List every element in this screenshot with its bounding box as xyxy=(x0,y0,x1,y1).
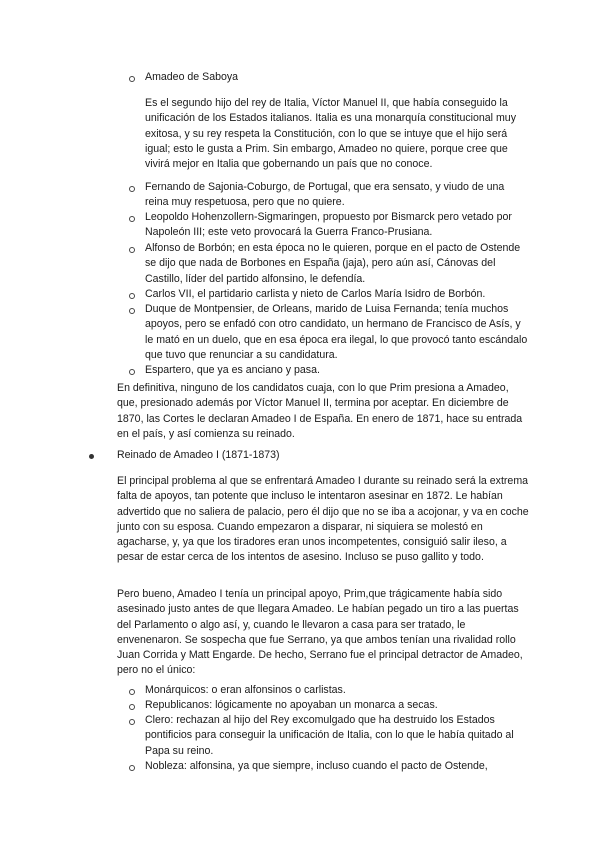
circle-bullet-icon xyxy=(129,765,135,771)
circle-bullet-icon xyxy=(129,704,135,710)
circle-bullet-icon xyxy=(129,369,135,375)
circle-bullet-icon xyxy=(129,689,135,695)
circle-bullet-icon xyxy=(129,719,135,725)
list-item: Duque de Montpensier, de Orleans, marido de Luisa Fernanda; tenía muchos apoyos, pero se enfadó con otro candidato, un hermano de Francisco de Asís, y le mató en un duelo, que en esa época era ilegal, lo que provocó tanto escándalo que tuvo que renunciar a su candidatura. xyxy=(145,303,528,361)
circle-bullet-icon xyxy=(129,216,135,222)
list-item-amadeo-title xyxy=(145,70,525,85)
reinado-paragraph-2: Pero bueno, Amadeo I tenía un principal apoyo, Prim,que trágicamente había sido asesinado justo antes de que llegara Amadeo. Le habían pegado un tiro a las puertas del Parlamento o algo así, y, cuando le llevaron a casa para ser tratado, le envenenaron. Se sospecha que fue Serrano, ya que ambos tenían una rivalidad rollo Juan Corrida y Matt Engarde. De hecho, Serrano fue el principal detractor de Amadeo, pero no el único: xyxy=(117,588,523,677)
section-heading-reinado: Reinado de Amadeo I (1871-1873) xyxy=(117,449,280,461)
list-item: Fernando de Sajonia-Coburgo, de Portugal, que era sensato, y viudo de una reina muy respetuosa, pero que no quiere. xyxy=(145,181,505,209)
amadeo-paragraph: Es el segundo hijo del rey de Italia, Víctor Manuel II, que había conseguido la unificación de los Estados italianos. Italia es una monarquía constitucional muy exitosa, y su rey respeta la Constitución, con lo que se intuye que el hijo será igual; esto le gusta a Prim. Sin embargo, Amadeo no quiere, porque cree que vivirá mejor en Italia que gobernando un país que no conoce. xyxy=(145,97,516,171)
list-item: Carlos VII, el partidario carlista y nieto de Carlos María Isidro de Borbón. xyxy=(145,288,486,300)
circle-bullet-icon xyxy=(129,293,135,299)
circle-bullet-icon xyxy=(129,186,135,192)
list-item: Nobleza: alfonsina, ya que siempre, incluso cuando el pacto de Ostende, xyxy=(145,760,488,772)
list-item: Espartero, que ya es anciano y pasa. xyxy=(145,364,320,376)
list-item: Republicanos: lógicamente no apoyaban un monarca a secas. xyxy=(145,699,438,711)
list-item: Leopoldo Hohenzollern-Sigmaringen, propuesto por Bismarck pero vetado por Napoleón III; este veto provocará la Guerra Franco-Prusiana. xyxy=(145,211,512,239)
list-item: Alfonso de Borbón; en esta época no le quieren, porque en el pacto de Ostende se dijo que nada de Borbones en España (jaja), pero aún así, Cánovas del Castillo, líder del partido alfonsino, le defendía. xyxy=(145,242,521,285)
circle-bullet-icon xyxy=(129,76,135,82)
list-item: Clero: rechazan al hijo del Rey excomulgado que ha destruido los Estados pontificios para conseguir la unificación de Italia, con lo que le había quitado al Papa su reino. xyxy=(145,714,514,757)
reinado-paragraph-1: El principal problema al que se enfrentará Amadeo I durante su reinado será la extrema falta de apoyos, tan potente que incluso le intentaron asesinar en 1872. Le habían advertido que no saliera de palacio, pero él dijo que no se iba a acojonar, y va en coche junto con su esposa. Cuando empezaron a disparar, ni siquiera se molestó en agacharse, y, ya que los tiradores eran unos incompetentes, consiguió salir ileso, a pesar de estar cerca de los intentos de asesino. Incluso se puso gallito y todo. xyxy=(117,475,529,564)
circle-bullet-icon xyxy=(129,247,135,253)
disc-bullet-icon xyxy=(89,454,94,459)
conclusion-paragraph: En definitiva, ninguno de los candidatos cuaja, con lo que Prim presiona a Amadeo, que, presionado además por Víctor Manuel II, termina por aceptar. En diciembre de 1870, las Cortes le declaran Amadeo I de España. En enero de 1871, hace su entrada en el país, y así comienza su reinado. xyxy=(117,382,523,440)
circle-bullet-icon xyxy=(129,308,135,314)
amadeo-title: Amadeo de Saboya xyxy=(145,71,239,83)
list-item: Monárquicos: o eran alfonsinos o carlistas. xyxy=(145,684,346,696)
